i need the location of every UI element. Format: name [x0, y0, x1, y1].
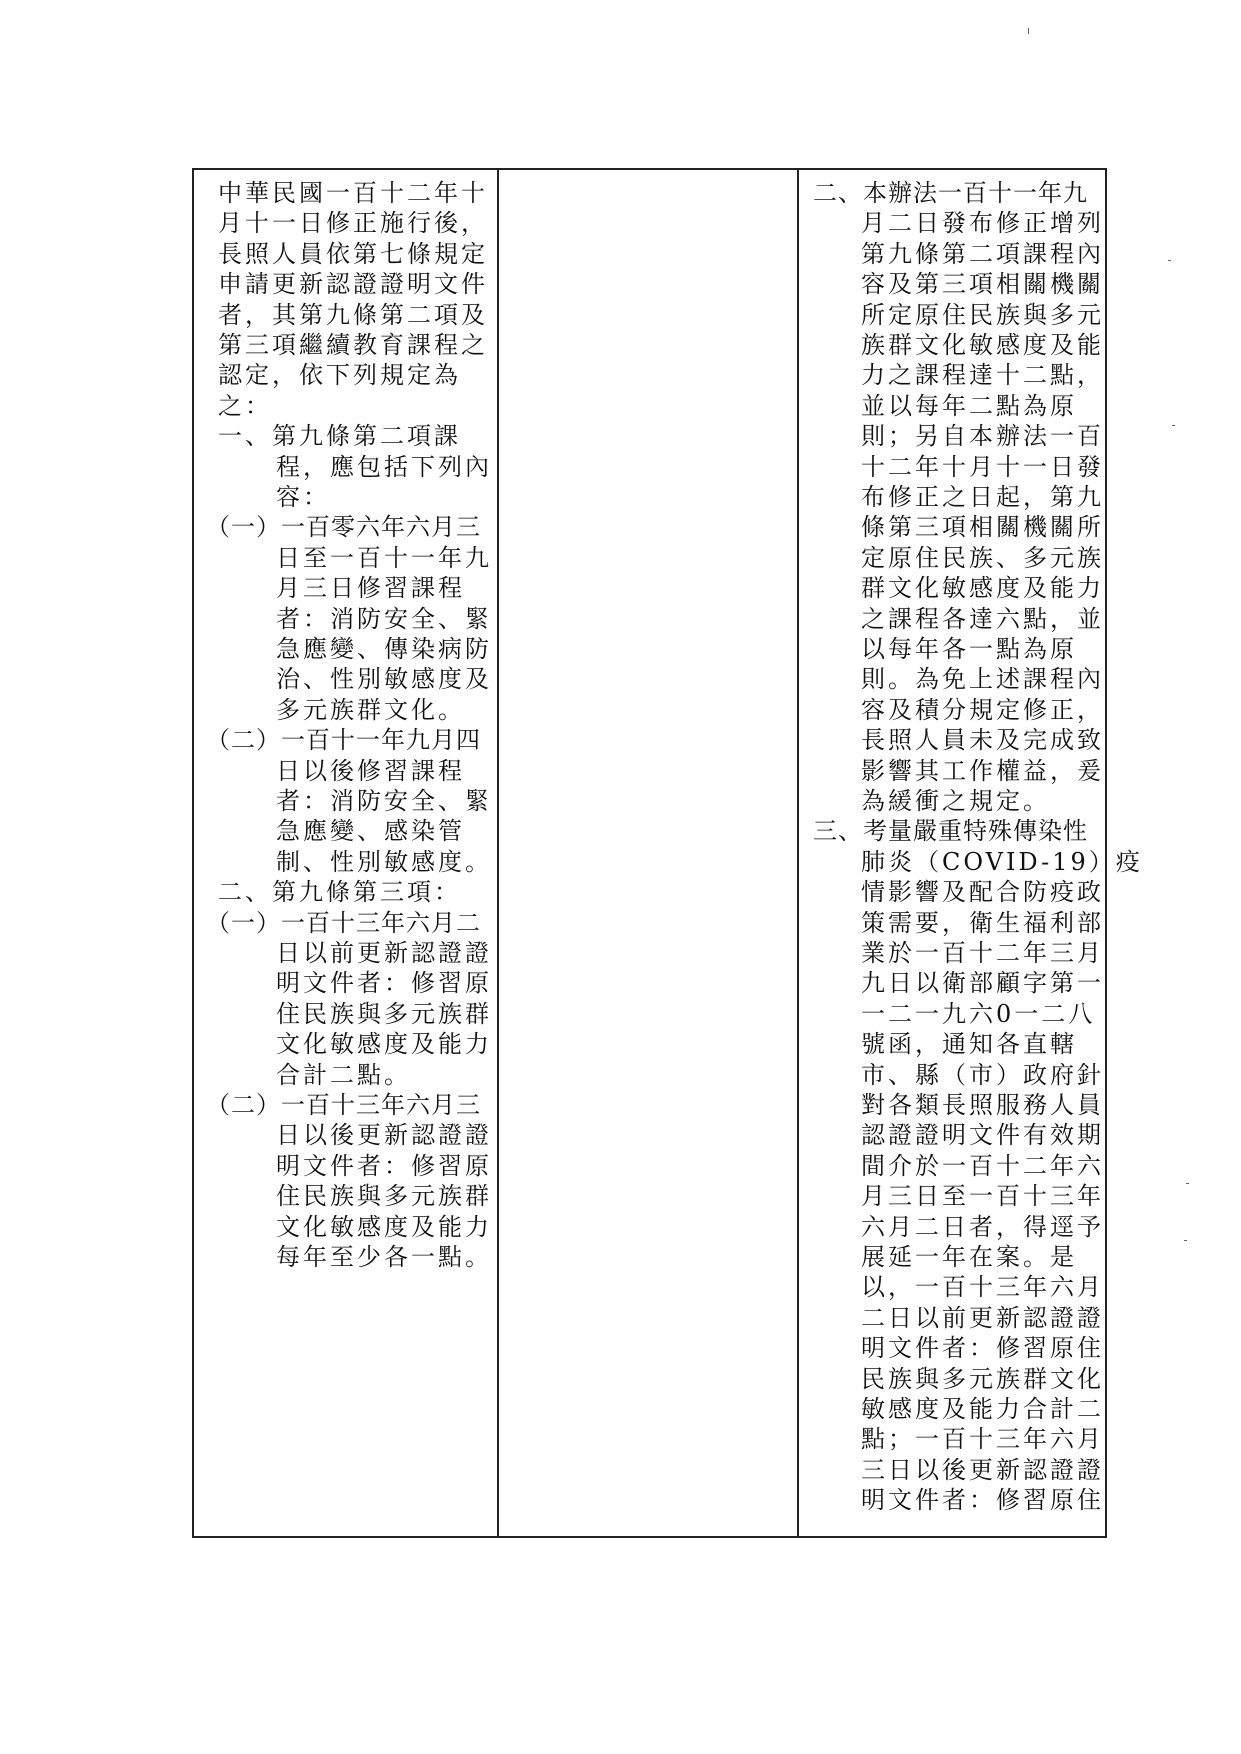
- item-two-line: 二、第九條第三項：: [218, 878, 461, 907]
- item-two-sub2-line: （二）一百十三年六月三: [206, 1091, 481, 1119]
- note-two-line: 第九條第二項課程內: [861, 239, 1104, 268]
- scan-mark: [1168, 260, 1171, 261]
- note-two-line: 影響其工作權益，爰: [861, 756, 1104, 785]
- note-two-line: 容及第三項相關機關: [861, 270, 1104, 299]
- note-three-line: 認證證明文件有效期: [861, 1121, 1104, 1150]
- intro-line: 認定，依下列規定為: [218, 361, 461, 390]
- scan-mark: [1172, 425, 1175, 426]
- note-two-line: 群文化敏感度及能力: [861, 574, 1104, 603]
- note-three-line: 策需要，衛生福利部: [861, 908, 1104, 937]
- item-two-sub2-line: 住民族與多元族群: [276, 1182, 492, 1211]
- note-two-line: 之課程各達六點，並: [861, 604, 1104, 633]
- note-three-line: 民族與多元族群文化: [861, 1364, 1104, 1393]
- intro-line: 月十一日修正施行後，: [218, 209, 488, 238]
- item-two-sub1-line: （一）一百十三年六月二: [206, 908, 481, 937]
- note-two-line: 力之課程達十二點，: [861, 361, 1104, 390]
- note-two-line: 長照人員未及完成致: [861, 726, 1104, 755]
- item-one-sub2-line: 者：消防安全、緊: [276, 787, 492, 815]
- scan-mark: [1184, 1240, 1187, 1241]
- scan-mark: [1186, 1183, 1189, 1184]
- column-divider-2: [797, 170, 799, 1536]
- note-three-line: 間介於一百十二年六: [861, 1151, 1104, 1180]
- note-three-line: 以，一百十三年六月: [861, 1273, 1104, 1302]
- note-two-line: 則。為免上述課程內: [861, 665, 1104, 694]
- note-two-line: 月二日發布修正增列: [861, 209, 1104, 238]
- item-two-sub2-line: 文化敏感度及能力: [276, 1212, 492, 1241]
- item-one-sub1-line: （一）一百零六年六月三: [206, 513, 481, 542]
- intro-line: 者，其第九條第二項及: [218, 300, 488, 329]
- item-two-sub1-line: 明文件者：修習原: [276, 969, 492, 998]
- note-three-line: 肺炎（COVID-19）疫: [861, 847, 1143, 876]
- column-divider-1: [497, 170, 499, 1536]
- intro-line: 第三項繼續教育課程之: [218, 331, 488, 359]
- item-two-sub2-line: 日以後更新認證證: [276, 1121, 492, 1150]
- note-three-line: 市、縣（市）政府針: [861, 1060, 1104, 1089]
- comparison-table: [192, 168, 1143, 1538]
- note-three-line: 九日以衛部顧字第一: [861, 969, 1104, 998]
- note-two-line: 則；另自本辦法一百: [861, 422, 1104, 451]
- item-one-line: 程，應包括下列內: [276, 452, 492, 481]
- note-three-line: 號函，通知各直轄: [861, 1030, 1077, 1059]
- note-three-line: 情影響及配合防疫政: [861, 878, 1104, 907]
- item-two-sub2-line: 明文件者：修習原: [276, 1151, 492, 1180]
- item-one-sub1-line: 日至一百十一年九: [276, 543, 492, 572]
- note-three-line: 對各類長照服務人員: [861, 1091, 1104, 1119]
- note-two-line: 並以每年二點為原: [861, 391, 1077, 420]
- note-two-line: 定原住民族、多元族: [861, 543, 1104, 572]
- item-one-sub2-line: 日以後修習課程: [276, 756, 465, 785]
- intro-line: 中華民國一百十二年十: [218, 179, 488, 207]
- note-three-line: 一二一九六0一二八: [861, 999, 1096, 1028]
- intro-line: 申請更新認證證明文件: [218, 270, 488, 299]
- item-one-line: 一、第九條第二項課: [218, 422, 461, 451]
- note-two-line: 布修正之日起，第九: [861, 483, 1104, 511]
- item-one-sub2-line: 急應變、感染管: [276, 817, 465, 846]
- note-two-line: 十二年十月十一日發: [861, 452, 1104, 481]
- scan-mark: [1028, 28, 1029, 34]
- note-three-line: 明文件者：修習原住: [861, 1486, 1104, 1515]
- item-one-sub1-line: 月三日修習課程: [276, 574, 465, 603]
- note-three-line: 三日以後更新認證證: [861, 1455, 1104, 1484]
- note-three-line: 展延一年在案。是: [861, 1243, 1077, 1271]
- note-three-line: 二日以前更新認證證: [861, 1303, 1104, 1332]
- intro-line: 之：: [218, 391, 272, 420]
- item-one-sub1-line: 多元族群文化。: [276, 695, 465, 724]
- note-two-line: 所定原住民族與多元: [861, 300, 1104, 329]
- note-two-line: 族群文化敏感度及能: [861, 331, 1104, 359]
- note-three-line: 點；一百十三年六月: [861, 1425, 1104, 1454]
- note-three-line: 月三日至一百十三年: [861, 1182, 1104, 1211]
- item-one-sub2-line: （二）一百十一年九月四: [206, 726, 481, 755]
- item-two-sub1-line: 住民族與多元族群: [276, 999, 492, 1028]
- item-one-sub1-line: 治、性別敏感度及: [276, 665, 492, 694]
- item-two-sub1-line: 合計二點。: [276, 1060, 411, 1089]
- note-three-line: 三、考量嚴重特殊傳染性: [813, 817, 1088, 846]
- item-two-sub1-line: 日以前更新認證證: [276, 939, 492, 967]
- item-one-sub1-line: 急應變、傳染病防: [276, 635, 492, 663]
- intro-line: 長照人員依第七條規定: [218, 239, 488, 268]
- item-one-sub1-line: 者：消防安全、緊: [276, 604, 492, 633]
- item-two-sub1-line: 文化敏感度及能力: [276, 1030, 492, 1059]
- note-two-line: 條第三項相關機關所: [861, 513, 1104, 542]
- item-two-sub2-line: 每年至少各一點。: [276, 1243, 492, 1271]
- note-two-line: 容及積分規定修正，: [861, 695, 1104, 724]
- item-one-line: 容：: [276, 483, 330, 511]
- note-two-line: 為緩衝之規定。: [861, 787, 1050, 815]
- note-two-line: 以每年各一點為原: [861, 635, 1077, 663]
- note-three-line: 明文件者：修習原住: [861, 1334, 1104, 1363]
- item-one-sub2-line: 制、性別敏感度。: [276, 847, 492, 876]
- note-three-line: 業於一百十二年三月: [861, 939, 1104, 967]
- note-three-line: 敏感度及能力合計二: [861, 1395, 1104, 1423]
- note-three-line: 六月二日者，得逕予: [861, 1212, 1104, 1241]
- note-two-line: 二、本辦法一百十一年九: [813, 179, 1088, 207]
